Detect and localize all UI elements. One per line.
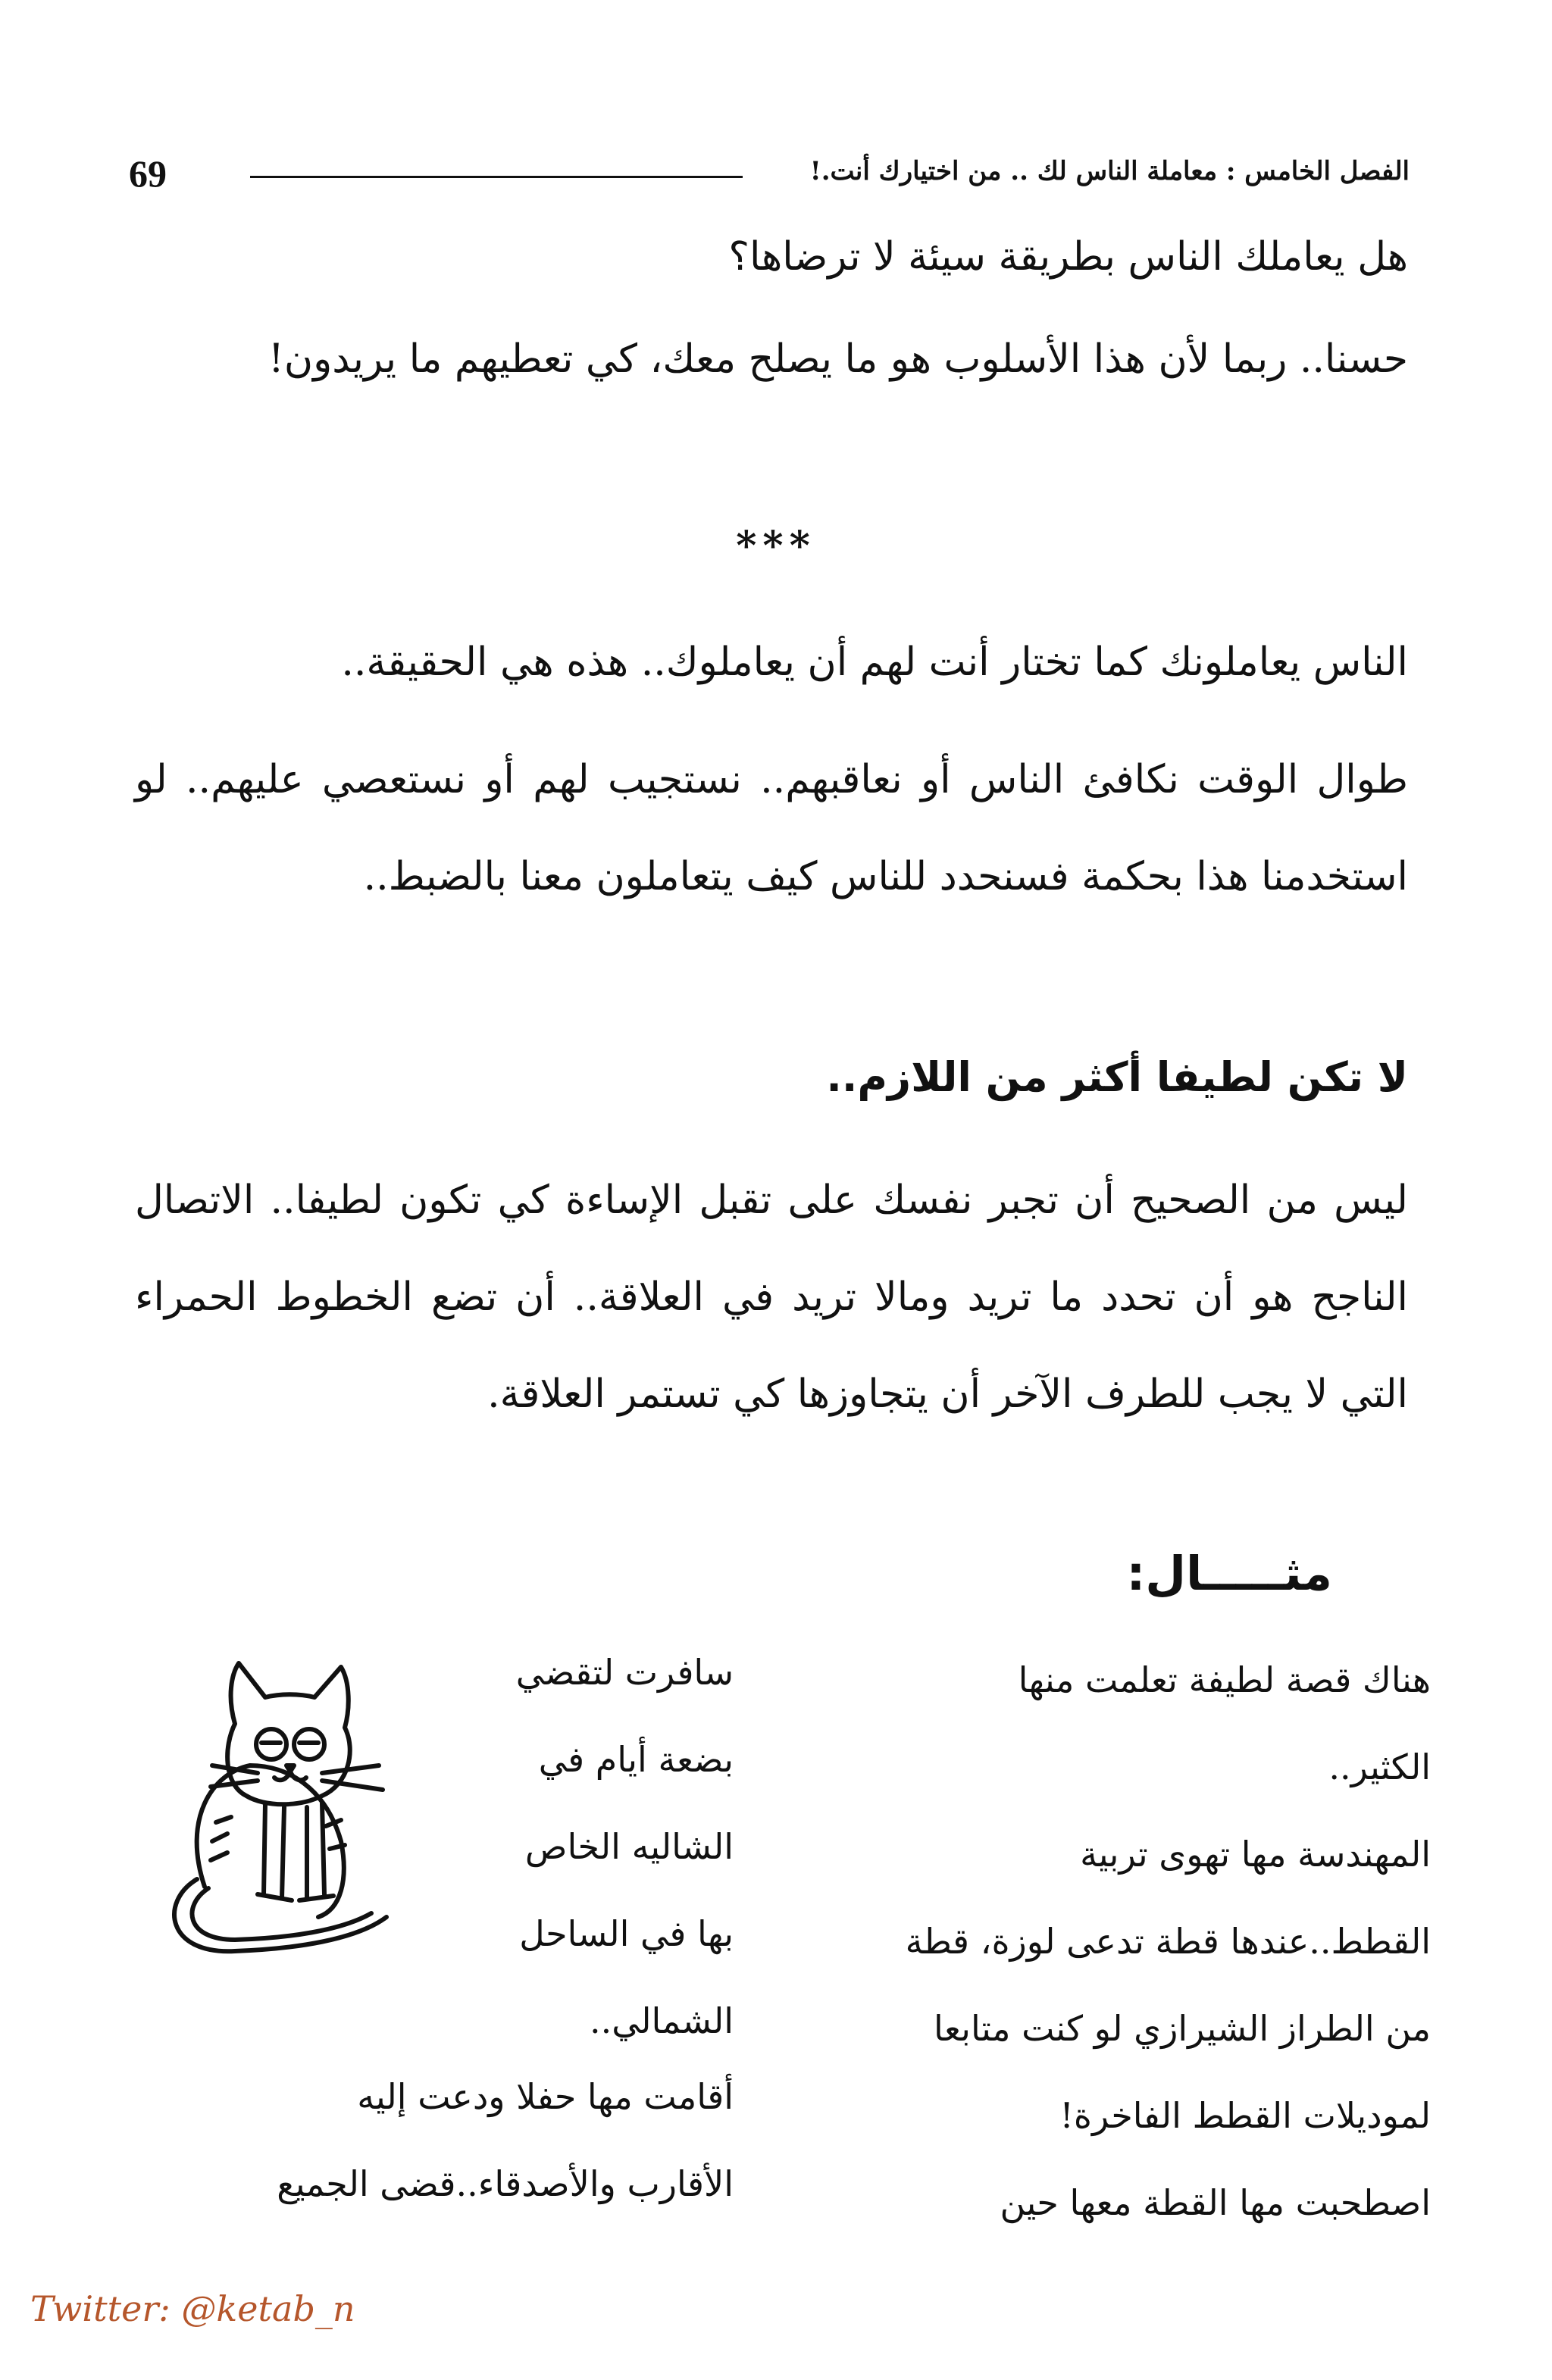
example-bottom-lines <box>97 2053 734 2228</box>
example-heading: مثـــــال: <box>1126 1546 1332 1601</box>
running-title: الفصل الخامس : معاملة الناس لك .. من اختيارك أنت.! <box>809 156 1410 186</box>
example-line: المهندسة مها تهوى تربية <box>1080 1834 1431 1875</box>
page-number: 69 <box>129 152 167 195</box>
paragraph-question: هل يعاملك الناس بطريقة سيئة لا ترضاها؟ <box>728 234 1408 280</box>
example-line: لموديلات القطط الفاخرة! <box>1059 2095 1431 2136</box>
page-header <box>129 152 1410 205</box>
example-left-column <box>483 1629 734 2065</box>
example-line: الكثير.. <box>1328 1747 1431 1787</box>
example-line: الشاليه الخاص <box>524 1826 734 1867</box>
section-heading: لا تكن لطيفا أكثر من اللازم.. <box>826 1053 1408 1101</box>
watermark: Twitter: @ketab_n <box>30 2288 355 2329</box>
example-line: بضعة أيام في <box>538 1739 734 1780</box>
header-rule <box>250 176 743 178</box>
example-line: بها في الساحل <box>519 1913 734 1954</box>
cat-illustration-icon <box>152 1652 409 1970</box>
paragraph-truth: الناس يعاملونك كما تختار أنت لهم أن يعاملوك.. هذه هي الحقيقة.. <box>341 640 1408 685</box>
paragraph-boundaries: ليس من الصحيح أن تجبر نفسك على تقبل الإساءة كي تكون لطيفا.. الاتصال الناجح هو أن تحدد ما تريد ومالا تريد في العلاقة.. أن تضع الخطوط الحمراء التي لا يجب للطرف الآخر أن يتجاوزها كي تستمر العلاقة. <box>135 1177 1408 1417</box>
paragraph-reward: طوال الوقت نكافئ الناس أو نعاقبهم.. نستجيب لهم أو نستعصي عليهم.. لو استخدمنا هذا بحكمة فسنحدد للناس كيف يتعاملون معنا بالضبط.. <box>135 757 1408 899</box>
example-right-column <box>885 1637 1431 2247</box>
example-line: هناك قصة لطيفة تعلمت منها <box>1018 1659 1431 1700</box>
example-line: اصطحبت مها القطة معها حين <box>1000 2182 1431 2223</box>
example-line: القطط..عندها قطة تدعى لوزة، قطة <box>905 1921 1431 1962</box>
example-line: الأقارب والأصدقاء..قضى الجميع <box>277 2163 734 2204</box>
example-line: سافرت لتقضي <box>515 1652 734 1693</box>
example-line: الشمالي.. <box>589 2000 734 2041</box>
example-line: أقامت مها حفلا ودعت إليه <box>357 2076 734 2117</box>
section-divider-stars: *** <box>736 523 816 569</box>
example-line: من الطراز الشيرازي لو كنت متابعا <box>933 2008 1431 2049</box>
paragraph-answer: حسنا.. ربما لأن هذا الأسلوب هو ما يصلح معك، كي تعطيهم ما يريدون! <box>268 336 1408 382</box>
